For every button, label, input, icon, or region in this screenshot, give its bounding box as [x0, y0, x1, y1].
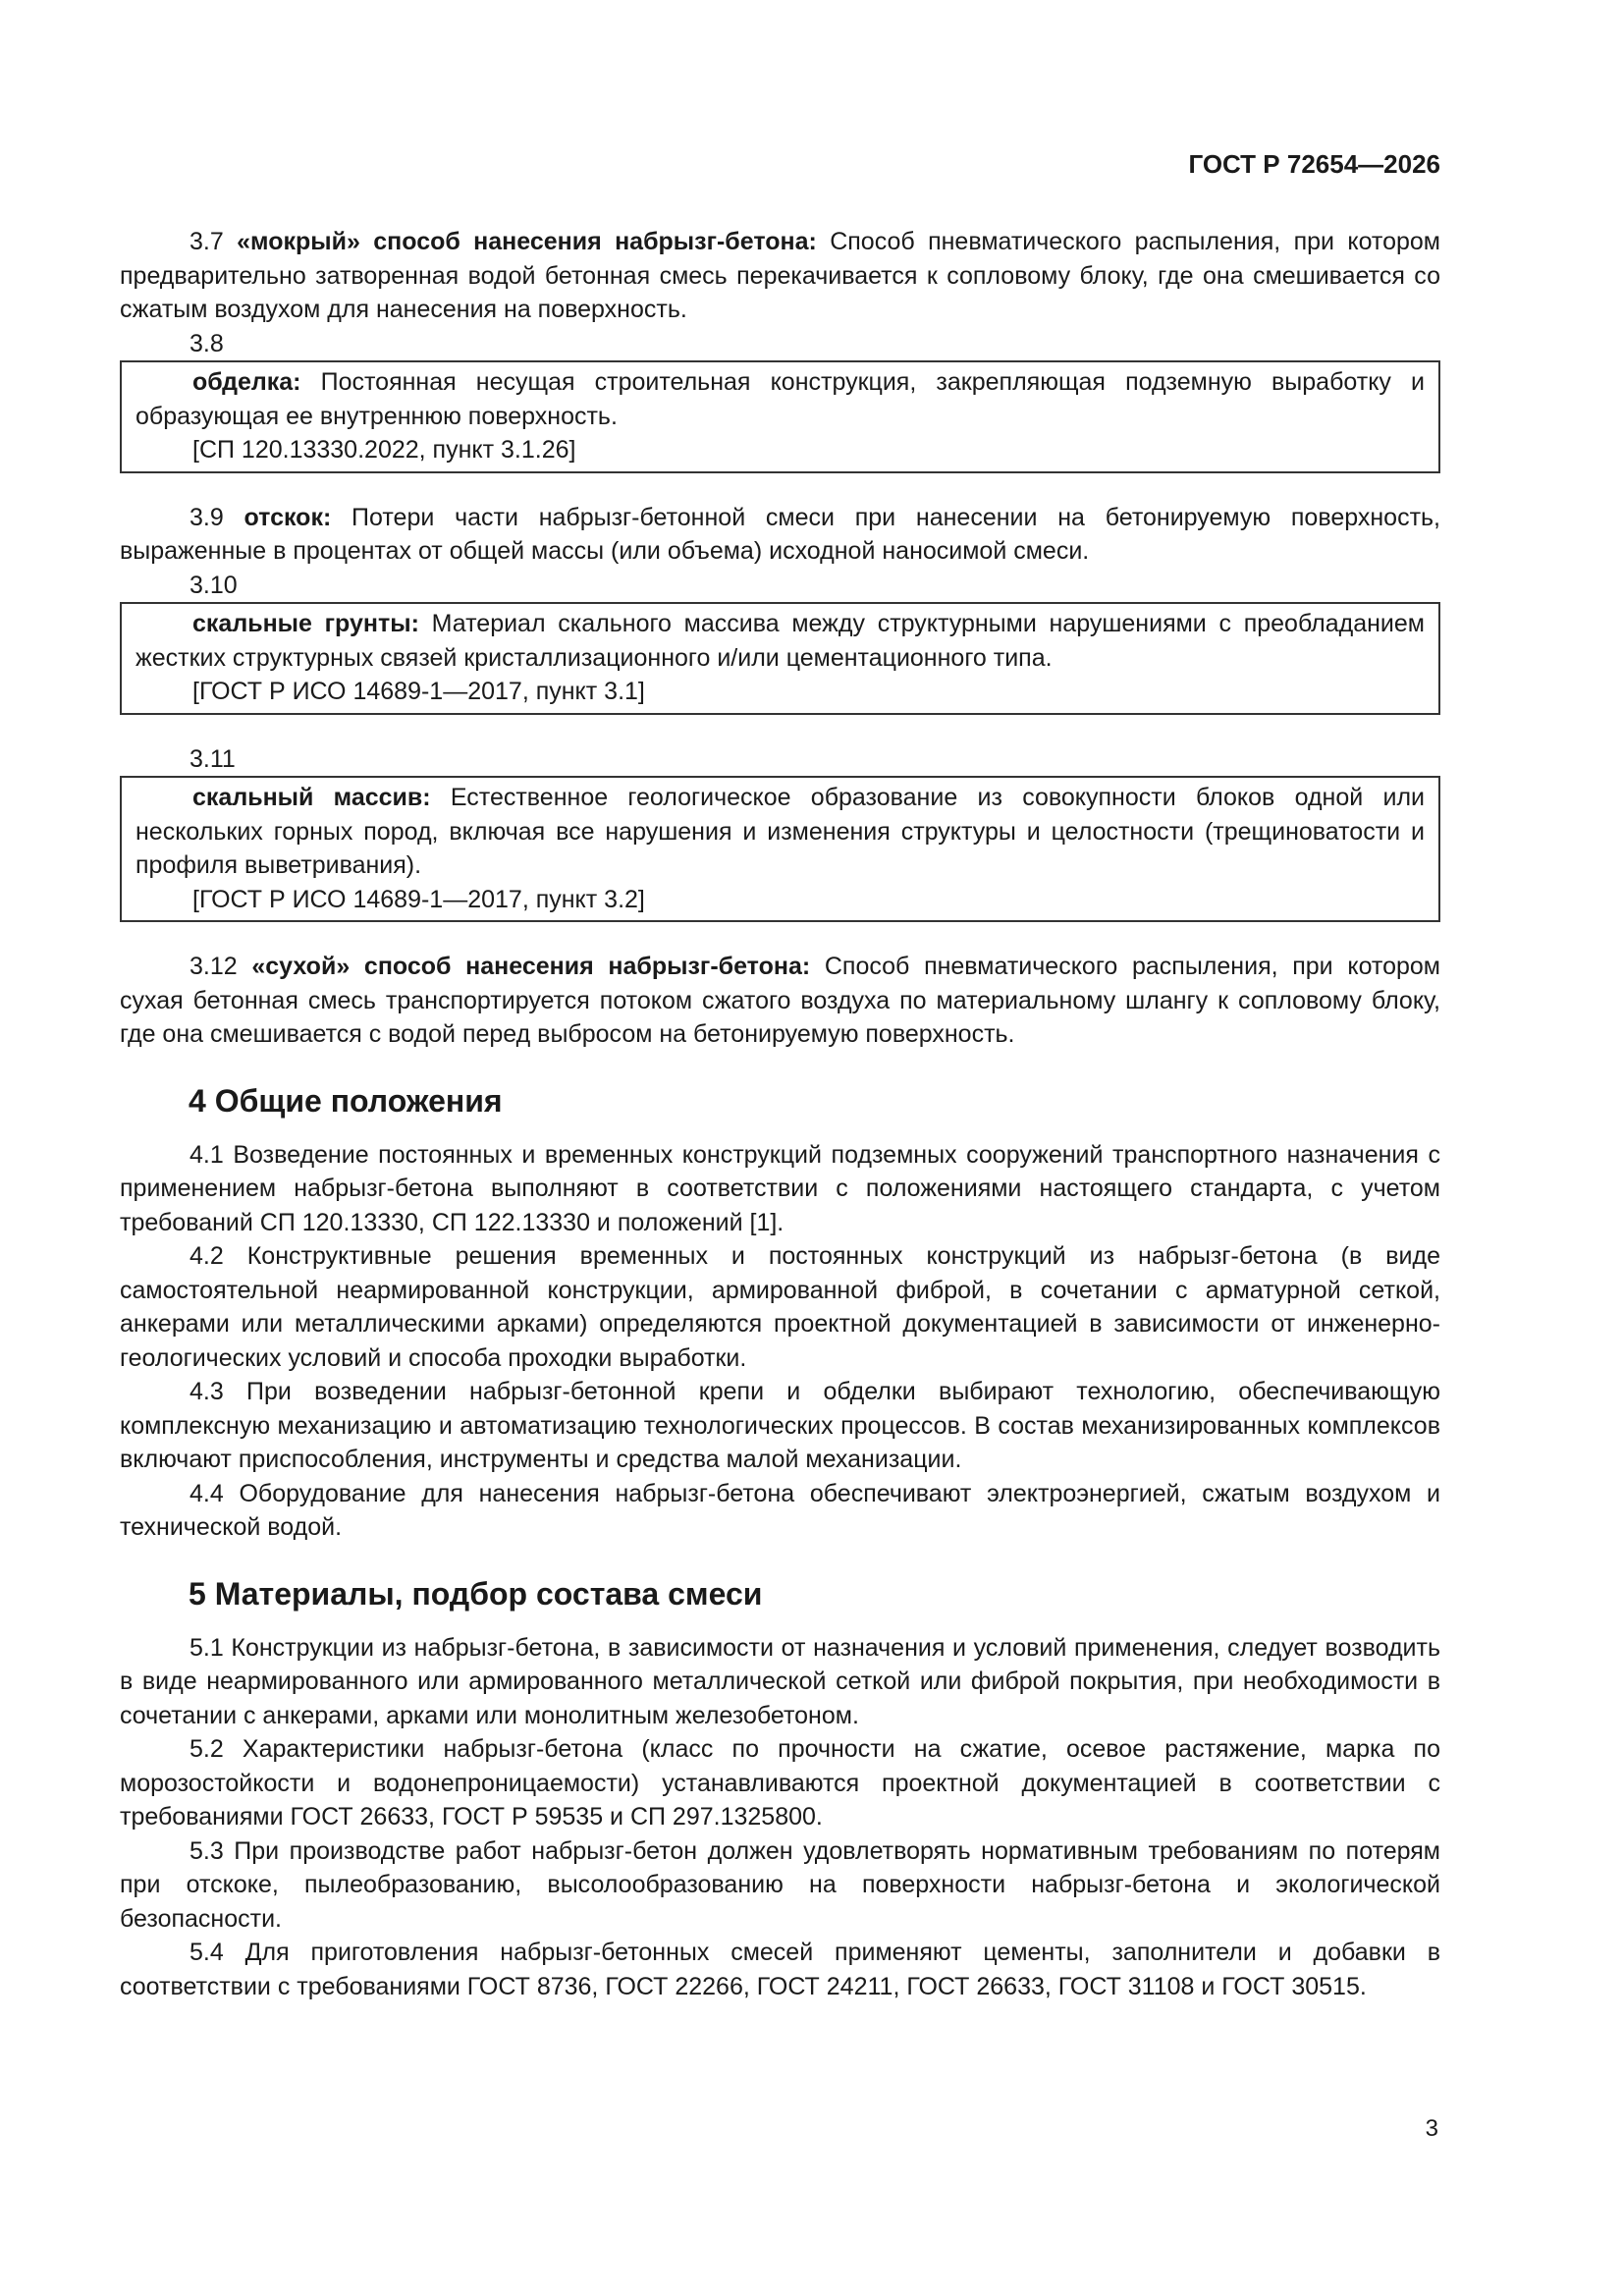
clause-5-1: 5.1 Конструкции из набрызг-бетона, в зависимости от назначения и условий применения, следует возводить в виде неармированного или армированного металлической сеткой или фиброй покрытия, при необходимости в сочетании с анкерами, арками или монолитным железобетоном.: [120, 1633, 1440, 1729]
term-definition: Материал скального массива между структурными нарушениями с преобладанием жестких структурных связей кристаллизационного и/или цементационного типа.: [135, 610, 1425, 672]
clause-4-2: 4.2 Конструктивные решения временных и постоянных конструкций из набрызг-бетона (в виде самостоятельной неармированной конструкции, армированной фиброй, в сочетании с арматурной сеткой, анкерами или металлическими арками) определяются проектной документацией в зависимости от инженерно-геологических условий и способа проходки выработки.: [120, 1242, 1440, 1372]
term-definition: Способ пневматического распыления, при котором предварительно затворенная водой бетонная смесь перекачивается к сопловому блоку, где она смешивается со сжатым воздухом для нанесения на поверхность.: [120, 228, 1440, 323]
clause-4-1: 4.1 Возведение постоянных и временных конструкций подземных сооружений транспортного назначения с применением набрызг-бетона выполняют в соответствии с положениями настоящего стандарта, с учетом требований СП 120.13330, СП 122.13330 и положений [1].: [120, 1140, 1440, 1236]
clause-4-4: 4.4 Оборудование для нанесения набрызг-бетона обеспечивают электроэнергией, сжатым воздухом и технической водой.: [120, 1479, 1440, 1541]
term-3-8: [122, 365, 1438, 433]
term-number-3-8: 3.8: [189, 329, 224, 357]
term-definition: Постоянная несущая строительная конструкция, закрепляющая подземную выработку и образующая ее внутреннюю поверхность.: [135, 368, 1425, 430]
clause-5-3: 5.3 При производстве работ набрызг-бетон должен удовлетворять нормативным требованиям по потерям при отскоке, пылеобразованию, высолообразованию на поверхности набрызг-бетона и экологической безопасности.: [120, 1836, 1440, 1933]
section-5-heading: 5 Материалы, подбор состава смеси: [189, 1575, 763, 1612]
term-box-3-10: [120, 602, 1440, 715]
term-3-10: [122, 607, 1438, 675]
term-definition: Потери части набрызг-бетонной смеси при нанесении на бетонируемую поверхность, выраженные в процентах от общей массы (или объема) исходной наносимой смеси.: [120, 503, 1440, 565]
clause-4-3: 4.3 При возведении набрызг-бетонной крепи и обделки выбирают технологию, обеспечивающую комплексную механизацию и автоматизацию технологических процессов. В состав механизированных комплексов включают приспособления, инструменты и средства малой механизации.: [120, 1378, 1440, 1473]
term-definition: Естественное геологическое образование из совокупности блоков одной или нескольких горных пород, включая все нарушения и изменения структуры и целостности (трещиноватости и профиля выветривания).: [135, 784, 1425, 879]
term-number-3-10: 3.10: [189, 571, 238, 599]
term-number: 3.7: [189, 228, 224, 255]
term-definition: Способ пневматического распыления, при котором сухая бетонная смесь транспортируется потоком сжатого воздуха по материальному шлангу к сопловому блоку, где она смешивается с водой перед выбросом на бетонируемую поверхность.: [120, 953, 1440, 1048]
page-content: [120, 225, 1440, 2003]
term-name: «мокрый» способ нанесения набрызг-бетона:: [237, 228, 817, 255]
term-number: 3.9: [189, 503, 224, 531]
term-3-12: [120, 950, 1440, 1052]
term-name: отскок:: [243, 503, 332, 531]
term-3-11: [122, 781, 1438, 883]
term-name: обделка:: [192, 368, 301, 396]
term-source: [ГОСТ Р ИСО 14689-1—2017, пункт 3.1]: [192, 678, 645, 705]
clause-5-4: 5.4 Для приготовления набрызг-бетонных смесей применяют цементы, заполнители и добавки в соответствии с требованиями ГОСТ 8736, ГОСТ 22266, ГОСТ 24211, ГОСТ 26633, ГОСТ 31108 и ГОСТ 30515.: [120, 1939, 1440, 2000]
term-box-3-11: [120, 776, 1440, 922]
page-number: 3: [1425, 2115, 1438, 2142]
term-3-9: [120, 501, 1440, 569]
term-name: «сухой» способ нанесения набрызг-бетона:: [251, 953, 811, 980]
term-source: [СП 120.13330.2022, пункт 3.1.26]: [192, 436, 576, 464]
term-number-3-11: 3.11: [189, 744, 236, 773]
section-4-heading: 4 Общие положения: [189, 1082, 503, 1119]
term-number: 3.12: [189, 953, 238, 980]
term-name: скальные грунты:: [192, 610, 419, 637]
term-box-3-8: [120, 360, 1440, 473]
term-name: скальный массив:: [192, 784, 431, 811]
term-3-7: [120, 225, 1440, 327]
clause-5-2: 5.2 Характеристики набрызг-бетона (класс по прочности на сжатие, осевое растяжение, марка по морозостойкости и водонепроницаемости) устанавливаются проектной документацией в соответствии с требованиями ГОСТ 26633, ГОСТ Р 59535 и СП 297.1325800.: [120, 1735, 1440, 1831]
term-source: [ГОСТ Р ИСО 14689-1—2017, пункт 3.2]: [192, 885, 645, 913]
document-header: ГОСТ Р 72654—2026: [1188, 149, 1440, 179]
